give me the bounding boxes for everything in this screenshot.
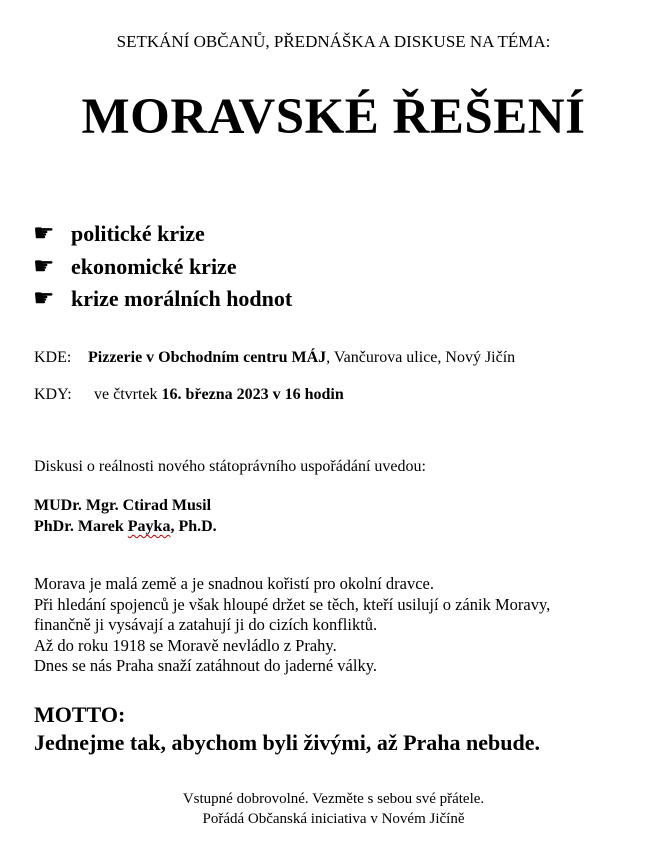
speaker-list — [34, 497, 217, 539]
topic-item — [33, 251, 292, 284]
topic-label: ekonomické krize — [71, 253, 237, 279]
paragraph-line: Morava je malá země a je snadnou kořistí pro okolní dravce. — [34, 574, 434, 593]
event-title: MORAVSKÉ ŘEŠENÍ — [81, 89, 586, 145]
venue-address: , Vančurova ulice, Nový Jičín — [326, 349, 516, 366]
topic-label: politické krize — [71, 221, 205, 247]
speaker-prefix: PhDr. Marek — [34, 518, 128, 535]
when-line — [34, 386, 344, 404]
where-line — [34, 349, 515, 367]
when-prefix: ve čtvrtek — [94, 386, 162, 403]
paragraph-line: Dnes se nás Praha snaží zatáhnout do jaderné války. — [34, 656, 378, 675]
paragraph-line: Až do roku 1918 se Moravě nevládlo z Prahy. — [34, 635, 337, 655]
topic-item — [33, 218, 292, 251]
topic-list — [33, 218, 292, 316]
event-header: SETKÁNÍ OBČANŮ, PŘEDNÁŠKA A DISKUSE NA TÉMA: — [116, 32, 551, 51]
where-label: KDE: — [34, 349, 72, 366]
pointing-hand-icon: ☛ — [33, 253, 55, 280]
motto-text: Jednejme tak, abychom byli živými, až Praha nebude. — [34, 730, 540, 755]
paragraph-line: Při hledání spojenců je však hloupé držet se těch, kteří usilují o zánik Moravy, — [34, 594, 551, 614]
motto-label: MOTTO: — [34, 702, 126, 727]
pointing-hand-icon: ☛ — [33, 221, 55, 248]
statement-paragraph — [34, 574, 550, 677]
paragraph-line: finančně ji vysávají a zatahují ji do cizích konfliktů. — [34, 615, 378, 634]
motto-block — [34, 702, 540, 758]
footer-line: Vstupné dobrovolné. Vezměte s sebou své přátele. — [182, 791, 485, 807]
footer — [0, 791, 667, 830]
footer-line: Pořádá Občanská iniciativa v Novém Jičíně — [202, 810, 465, 827]
speaker-name — [34, 518, 217, 539]
venue-name: Pizzerie v Obchodním centru MÁJ — [88, 349, 327, 366]
event-datetime: 16. března 2023 v 16 hodin — [161, 386, 344, 403]
speakers-intro: Diskusi o reálnosti nového státoprávního uspořádání uvedou: — [34, 458, 426, 475]
topic-item — [33, 283, 292, 316]
speaker-suffix: , Ph.D. — [170, 518, 217, 535]
when-label: KDY: — [34, 386, 72, 403]
pointing-hand-icon: ☛ — [33, 286, 55, 313]
speaker-surname: Payka — [127, 518, 171, 535]
topic-label: krize morálních hodnot — [71, 286, 293, 312]
speaker-name: MUDr. Mgr. Ctirad Musil — [34, 497, 212, 514]
